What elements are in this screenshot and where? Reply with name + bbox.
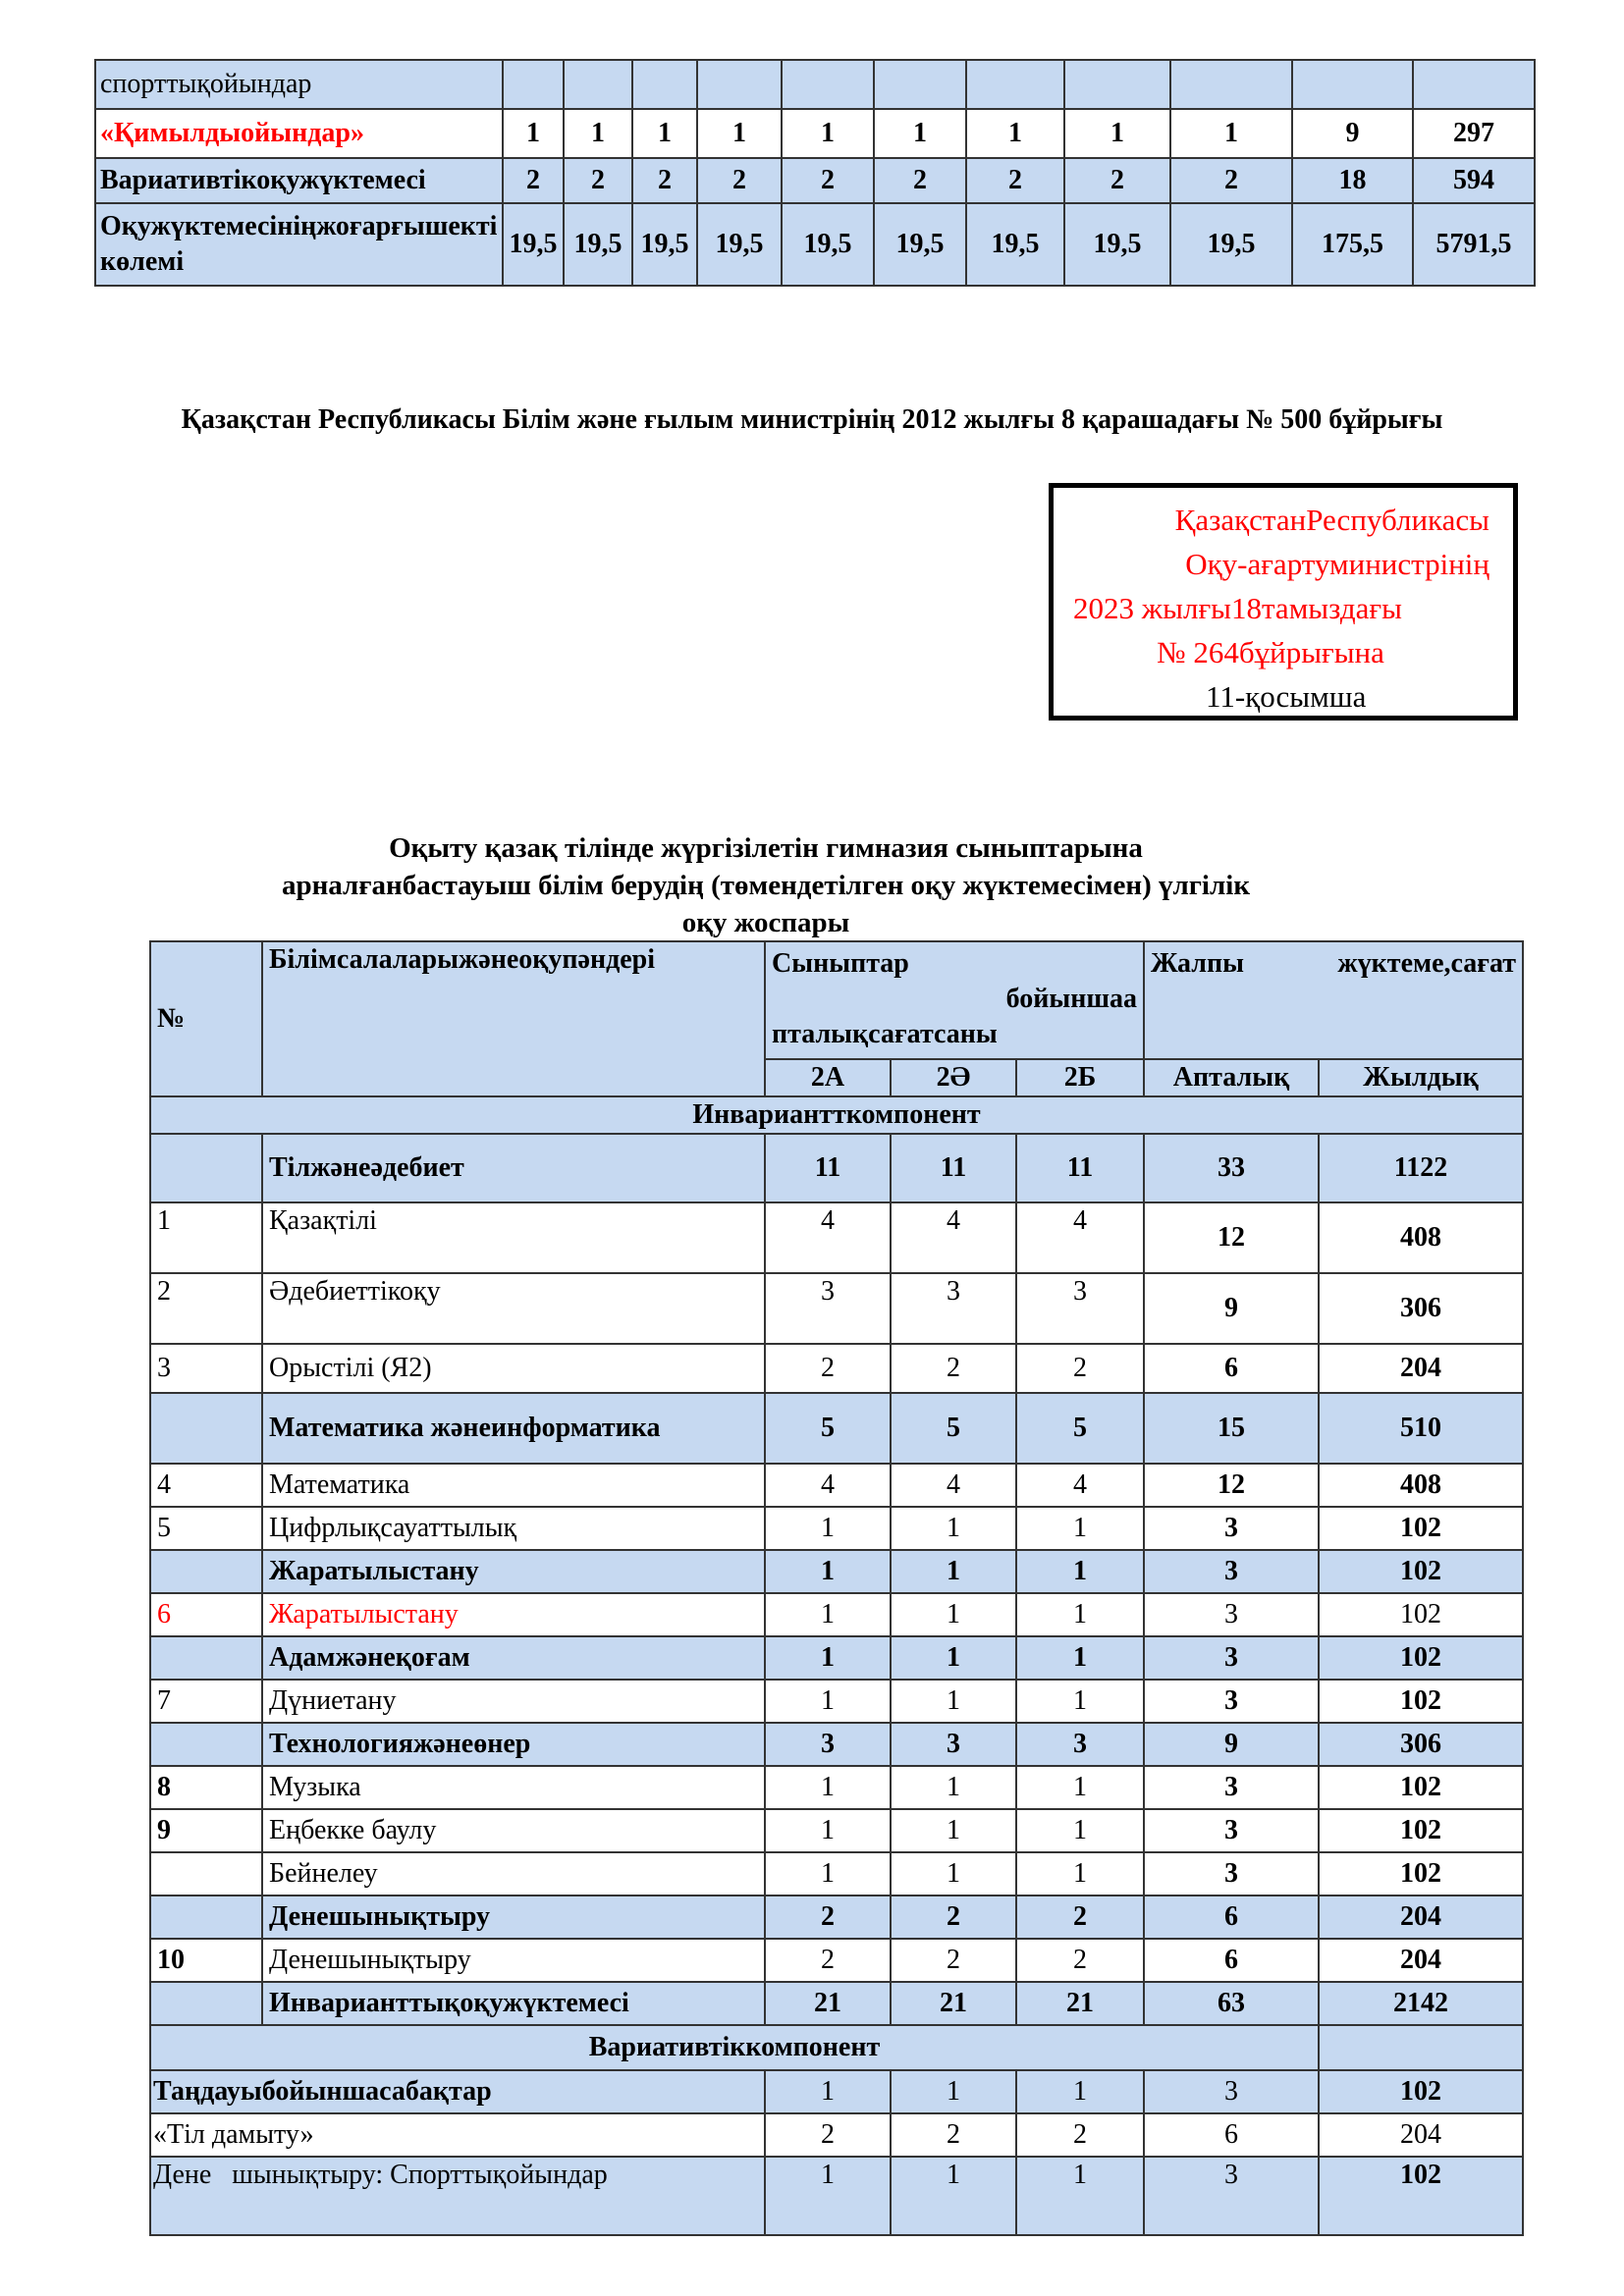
row-label: Вариативтікоқужүктемесі — [95, 158, 503, 203]
stamp-line-4: № 264бұйрығына — [1157, 635, 1384, 669]
header-classes-line-3: пталықсағатсаны — [772, 1019, 998, 1049]
value-2a: 1 — [765, 1507, 891, 1550]
value-yearly: 2142 — [1319, 1982, 1523, 2025]
top-continuation-table — [94, 59, 1536, 287]
subject-name: Орыстілі (Я2) — [262, 1344, 765, 1393]
value-yearly: 204 — [1319, 2113, 1523, 2157]
variative-subject-name: Таңдауыбойыншасабақтар — [150, 2070, 765, 2113]
row-value — [782, 60, 874, 109]
subject-group-row — [150, 1550, 1523, 1593]
value-2a: 3 — [765, 1723, 891, 1766]
value-weekly: 3 — [1144, 2070, 1319, 2113]
row-value: 175,5 — [1292, 203, 1413, 286]
row-number: 7 — [150, 1680, 262, 1723]
empty-cell — [1319, 2025, 1523, 2070]
value-2a: 1 — [765, 2070, 891, 2113]
value-2a: 1 — [765, 2157, 891, 2235]
subject-name: Музыка — [262, 1766, 765, 1809]
subject-row — [150, 1273, 1523, 1344]
subject-name: Денешынықтыру — [262, 1896, 765, 1939]
subject-name: Жаратылыстану — [262, 1550, 765, 1593]
value-2b: 1 — [1016, 1852, 1144, 1896]
row-value: 1 — [564, 109, 632, 158]
row-value — [1170, 60, 1292, 109]
value-2ae: 1 — [891, 1507, 1016, 1550]
value-weekly: 15 — [1144, 1393, 1319, 1464]
row-value: 1 — [966, 109, 1064, 158]
row-value: 1 — [503, 109, 564, 158]
value-yearly: 306 — [1319, 1273, 1523, 1344]
value-2a: 11 — [765, 1134, 891, 1202]
value-2b: 2 — [1016, 1344, 1144, 1393]
value-2a: 4 — [765, 1464, 891, 1507]
header-weekly: Апталық — [1144, 1059, 1319, 1096]
value-2a: 1 — [765, 1852, 891, 1896]
value-2ae: 4 — [891, 1464, 1016, 1507]
row-value: 297 — [1413, 109, 1535, 158]
variative-section-row — [150, 2025, 1523, 2070]
row-value: 1 — [1064, 109, 1170, 158]
row-value: 2 — [1064, 158, 1170, 203]
value-2a: 3 — [765, 1273, 891, 1344]
subject-name: Бейнелеу — [262, 1852, 765, 1896]
subject-group-row — [150, 1636, 1523, 1680]
value-2b: 1 — [1016, 1636, 1144, 1680]
subject-row — [150, 1809, 1523, 1852]
value-yearly: 204 — [1319, 1344, 1523, 1393]
header-class-2b: 2Б — [1016, 1059, 1144, 1096]
value-2a: 2 — [765, 2113, 891, 2157]
row-value: 2 — [632, 158, 697, 203]
subject-name: Денешынықтыру — [262, 1939, 765, 1982]
header-total — [1144, 941, 1523, 1059]
subject-name: Дүниетану — [262, 1680, 765, 1723]
value-2ae: 1 — [891, 1636, 1016, 1680]
variative-row — [150, 2070, 1523, 2113]
value-weekly: 63 — [1144, 1982, 1319, 2025]
invariant-section-title: Инвариантткомпонент — [150, 1096, 1523, 1134]
value-2a: 1 — [765, 1593, 891, 1636]
row-number — [150, 1852, 262, 1896]
row-value: 2 — [503, 158, 564, 203]
value-weekly: 3 — [1144, 1550, 1319, 1593]
subject-name: Математика — [262, 1464, 765, 1507]
subject-group-row — [150, 1896, 1523, 1939]
row-value: 2 — [564, 158, 632, 203]
value-weekly: 3 — [1144, 1809, 1319, 1852]
row-number — [150, 1636, 262, 1680]
value-yearly: 102 — [1319, 2157, 1523, 2235]
stamp-line-1: ҚазақстанРеспубликасы — [1174, 503, 1489, 537]
row-value: 1 — [874, 109, 966, 158]
value-weekly: 9 — [1144, 1273, 1319, 1344]
top-table-row — [95, 60, 1535, 109]
row-number: 5 — [150, 1507, 262, 1550]
row-value: 19,5 — [632, 203, 697, 286]
value-2b: 4 — [1016, 1464, 1144, 1507]
header-class-2a: 2А — [765, 1059, 891, 1096]
row-value: 2 — [1170, 158, 1292, 203]
row-number — [150, 1134, 262, 1202]
variative-row — [150, 2113, 1523, 2157]
stamp-line-3: 2023 жылғы18тамыздағы — [1073, 591, 1402, 625]
row-value: 19,5 — [564, 203, 632, 286]
value-yearly: 102 — [1319, 1550, 1523, 1593]
value-2b: 1 — [1016, 1809, 1144, 1852]
value-yearly: 306 — [1319, 1723, 1523, 1766]
header-classes-line-2: бойыншаа — [1005, 984, 1137, 1014]
value-2a: 1 — [765, 1636, 891, 1680]
invariant-section-row — [150, 1096, 1523, 1134]
value-2a: 2 — [765, 1896, 891, 1939]
value-2b: 11 — [1016, 1134, 1144, 1202]
value-2a: 21 — [765, 1982, 891, 2025]
row-value: 9 — [1292, 109, 1413, 158]
value-2b: 21 — [1016, 1982, 1144, 2025]
curriculum-title — [147, 829, 1384, 941]
header-subjects: Білімсалаларыжәнеоқупәндері — [262, 941, 765, 1096]
curriculum-plan-table — [149, 940, 1524, 2236]
row-value — [632, 60, 697, 109]
value-2b: 1 — [1016, 1550, 1144, 1593]
value-weekly: 6 — [1144, 1344, 1319, 1393]
value-yearly: 102 — [1319, 1852, 1523, 1896]
row-number: 9 — [150, 1809, 262, 1852]
subject-row — [150, 1680, 1523, 1723]
row-number: 6 — [150, 1593, 262, 1636]
stamp-line-2: Оқу-ағартуминистрінің — [1185, 547, 1489, 581]
value-weekly: 3 — [1144, 1766, 1319, 1809]
value-weekly: 3 — [1144, 2157, 1319, 2235]
subject-name: Инварианттықоқужүктемесі — [262, 1982, 765, 2025]
row-value: 2 — [966, 158, 1064, 203]
value-2ae: 2 — [891, 2113, 1016, 2157]
row-number: 8 — [150, 1766, 262, 1809]
row-number: 4 — [150, 1464, 262, 1507]
value-2ae: 1 — [891, 1766, 1016, 1809]
subject-name: Әдебиеттікоқу — [262, 1273, 765, 1344]
value-2b: 1 — [1016, 2157, 1144, 2235]
row-value: 19,5 — [1170, 203, 1292, 286]
row-value — [1413, 60, 1535, 109]
subject-row — [150, 1464, 1523, 1507]
subject-row — [150, 1507, 1523, 1550]
value-yearly: 102 — [1319, 2070, 1523, 2113]
value-2b: 3 — [1016, 1723, 1144, 1766]
row-value: 1 — [782, 109, 874, 158]
value-2ae: 4 — [891, 1202, 1016, 1273]
row-label: «Қимылдыойындар» — [95, 109, 503, 158]
value-2b: 1 — [1016, 1680, 1144, 1723]
value-yearly: 102 — [1319, 1680, 1523, 1723]
variative-subject-name: «Тіл дамыту» — [150, 2113, 765, 2157]
value-yearly: 102 — [1319, 1593, 1523, 1636]
value-2a: 2 — [765, 1939, 891, 1982]
row-value: 19,5 — [697, 203, 782, 286]
header-total-left: Жалпы — [1151, 948, 1244, 979]
row-value: 2 — [782, 158, 874, 203]
subject-name: Цифрлықсауаттылық — [262, 1507, 765, 1550]
subject-name: Математика жәнеинформатика — [262, 1393, 765, 1464]
value-2b: 2 — [1016, 1896, 1144, 1939]
value-2ae: 11 — [891, 1134, 1016, 1202]
row-value — [564, 60, 632, 109]
value-weekly: 12 — [1144, 1202, 1319, 1273]
value-2ae: 1 — [891, 1852, 1016, 1896]
row-value: 19,5 — [782, 203, 874, 286]
row-value: 19,5 — [874, 203, 966, 286]
row-value: 5791,5 — [1413, 203, 1535, 286]
variative-section-title: Вариативтіккомпонент — [150, 2025, 1319, 2070]
row-value: 2 — [697, 158, 782, 203]
subject-name: Тілжәнеәдебиет — [262, 1134, 765, 1202]
value-yearly: 102 — [1319, 1766, 1523, 1809]
subject-name: Адамжәнеқоғам — [262, 1636, 765, 1680]
value-2ae: 1 — [891, 1593, 1016, 1636]
subject-group-row — [150, 1393, 1523, 1464]
row-value — [697, 60, 782, 109]
value-2ae: 21 — [891, 1982, 1016, 2025]
value-2ae: 1 — [891, 2070, 1016, 2113]
value-2ae: 3 — [891, 1273, 1016, 1344]
row-label: Оқужүктемесініңжоғарғышектікөлемі — [95, 203, 503, 286]
subject-row — [150, 1766, 1523, 1809]
row-value — [1064, 60, 1170, 109]
row-number — [150, 1896, 262, 1939]
value-2a: 1 — [765, 1766, 891, 1809]
value-2a: 1 — [765, 1550, 891, 1593]
row-number: 3 — [150, 1344, 262, 1393]
row-label: спорттықойындар — [95, 60, 503, 109]
value-2ae: 2 — [891, 1896, 1016, 1939]
row-value: 18 — [1292, 158, 1413, 203]
row-value — [1292, 60, 1413, 109]
subject-row — [150, 1202, 1523, 1273]
value-2a: 1 — [765, 1809, 891, 1852]
variative-row — [150, 2157, 1523, 2235]
row-value: 1 — [1170, 109, 1292, 158]
row-number — [150, 1982, 262, 2025]
value-2b: 2 — [1016, 2113, 1144, 2157]
subject-name: Қазақтілі — [262, 1202, 765, 1273]
appendix-stamp-box — [1049, 483, 1518, 721]
subject-group-row — [150, 1134, 1523, 1202]
value-yearly: 102 — [1319, 1809, 1523, 1852]
value-yearly: 102 — [1319, 1636, 1523, 1680]
top-table-row — [95, 109, 1535, 158]
header-no: № — [150, 941, 262, 1096]
subject-row — [150, 1852, 1523, 1896]
title-line-1: Оқыту қазақ тілінде жүргізілетін гимназия сыныптарына — [389, 832, 1143, 864]
row-number — [150, 1393, 262, 1464]
value-yearly: 1122 — [1319, 1134, 1523, 1202]
row-value: 594 — [1413, 158, 1535, 203]
value-2ae: 2 — [891, 1344, 1016, 1393]
value-yearly: 510 — [1319, 1393, 1523, 1464]
value-2b: 1 — [1016, 2070, 1144, 2113]
value-weekly: 6 — [1144, 2113, 1319, 2157]
value-2b: 2 — [1016, 1939, 1144, 1982]
header-classes-line-1: Сыныптар — [772, 948, 909, 979]
value-2b: 1 — [1016, 1593, 1144, 1636]
value-yearly: 102 — [1319, 1507, 1523, 1550]
value-weekly: 33 — [1144, 1134, 1319, 1202]
stamp-line-5: 11-қосымша — [1206, 679, 1367, 714]
header-class-2ae: 2Ә — [891, 1059, 1016, 1096]
value-2ae: 3 — [891, 1723, 1016, 1766]
value-2b: 5 — [1016, 1393, 1144, 1464]
value-2ae: 1 — [891, 2157, 1016, 2235]
row-value — [503, 60, 564, 109]
row-value: 19,5 — [966, 203, 1064, 286]
row-number — [150, 1723, 262, 1766]
value-2a: 4 — [765, 1202, 891, 1273]
header-classes — [765, 941, 1144, 1059]
title-line-2: арналғанбастауыш білім берудің (төмендетілген оқу жүктемесімен) үлгілік — [281, 870, 1251, 901]
value-yearly: 204 — [1319, 1939, 1523, 1982]
subject-name: Жаратылыстану — [262, 1593, 765, 1636]
value-weekly: 9 — [1144, 1723, 1319, 1766]
top-table-row — [95, 203, 1535, 286]
title-line-3: оқу жоспары — [681, 907, 850, 938]
value-2b: 3 — [1016, 1273, 1144, 1344]
value-weekly: 3 — [1144, 1507, 1319, 1550]
value-2b: 1 — [1016, 1507, 1144, 1550]
subject-name: Технологияжәнеөнер — [262, 1723, 765, 1766]
value-2b: 4 — [1016, 1202, 1144, 1273]
value-weekly: 3 — [1144, 1593, 1319, 1636]
value-weekly: 6 — [1144, 1939, 1319, 1982]
header-yearly: Жылдық — [1319, 1059, 1523, 1096]
row-value — [966, 60, 1064, 109]
row-value: 1 — [632, 109, 697, 158]
value-2b: 1 — [1016, 1766, 1144, 1809]
subject-group-row — [150, 1723, 1523, 1766]
value-2ae: 2 — [891, 1939, 1016, 1982]
value-2ae: 1 — [891, 1680, 1016, 1723]
variative-subject-name: Дене шынықтыру: Спорттықойындар — [150, 2157, 765, 2235]
value-2a: 1 — [765, 1680, 891, 1723]
row-value: 19,5 — [503, 203, 564, 286]
subject-group-row — [150, 1982, 1523, 2025]
value-yearly: 408 — [1319, 1202, 1523, 1273]
row-value: 19,5 — [1064, 203, 1170, 286]
value-2a: 2 — [765, 1344, 891, 1393]
row-number: 2 — [150, 1273, 262, 1344]
subject-row — [150, 1344, 1523, 1393]
header-total-right: жүктеме,сағат — [1337, 948, 1517, 979]
header-row — [150, 941, 1523, 1059]
value-weekly: 12 — [1144, 1464, 1319, 1507]
value-weekly: 3 — [1144, 1636, 1319, 1680]
value-yearly: 408 — [1319, 1464, 1523, 1507]
value-2ae: 5 — [891, 1393, 1016, 1464]
row-number: 1 — [150, 1202, 262, 1273]
value-2ae: 1 — [891, 1809, 1016, 1852]
row-value: 2 — [874, 158, 966, 203]
top-table-row — [95, 158, 1535, 203]
subject-name: Еңбекке баулу — [262, 1809, 765, 1852]
order-reference-line: Қазақстан Республикасы Білім және ғылым министрінің 2012 жылғы 8 қарашадағы № 500 бұйрығы — [181, 404, 1443, 435]
value-weekly: 3 — [1144, 1852, 1319, 1896]
value-2a: 5 — [765, 1393, 891, 1464]
row-value: 1 — [697, 109, 782, 158]
subject-row — [150, 1939, 1523, 1982]
value-yearly: 204 — [1319, 1896, 1523, 1939]
row-number: 10 — [150, 1939, 262, 1982]
row-value — [874, 60, 966, 109]
value-2ae: 1 — [891, 1550, 1016, 1593]
value-weekly: 3 — [1144, 1680, 1319, 1723]
value-weekly: 6 — [1144, 1896, 1319, 1939]
subject-row — [150, 1593, 1523, 1636]
row-number — [150, 1550, 262, 1593]
